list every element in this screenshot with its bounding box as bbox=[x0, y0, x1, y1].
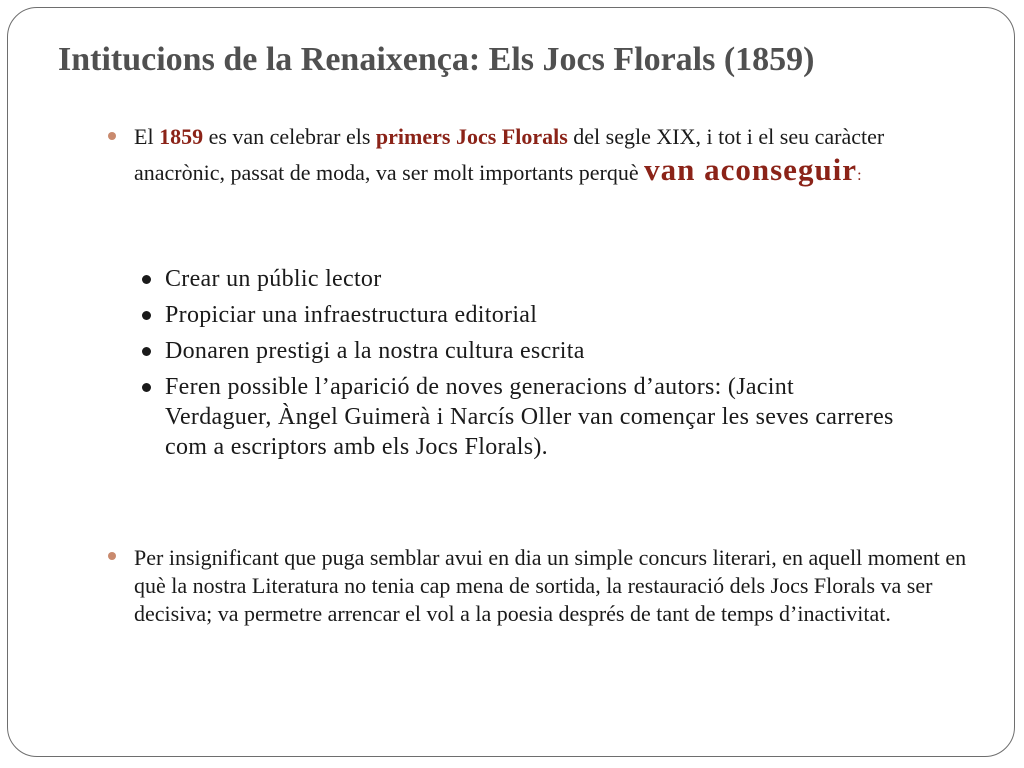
achievements-list bbox=[138, 264, 898, 468]
achievement-item bbox=[138, 336, 898, 366]
intro-text-1: El bbox=[134, 124, 160, 149]
slide-title: Intitucions de la Renaixença: Els Jocs Florals (1859) bbox=[58, 41, 815, 78]
intro-year: 1859 bbox=[159, 124, 204, 149]
achievement-item bbox=[138, 300, 898, 330]
achievement-text: Feren possible l’aparició de noves generacions d’autors: (Jacint Verdaguer, Àngel Guimerà i Narcís Oller van començar les seves carreres com a escriptors amb els Jocs Florals). bbox=[165, 374, 894, 460]
intro-highlight-jocs-florals: primers Jocs Florals bbox=[375, 124, 568, 149]
achievement-text: Propiciar una infraestructura editorial bbox=[165, 302, 538, 328]
bullet-dot-icon bbox=[142, 347, 151, 356]
intro-text-3: del segle XIX, i tot i el seu caràcter anacrònic, passat de moda, va ser molt importants perquè bbox=[134, 124, 885, 185]
achievement-item bbox=[138, 372, 898, 462]
bullet-dot-icon bbox=[142, 383, 151, 392]
bullet-dot-icon bbox=[108, 552, 116, 560]
intro-paragraph bbox=[134, 120, 934, 192]
slide-frame bbox=[7, 7, 1015, 757]
closing-paragraph: Per insignificant que puga semblar avui en dia un simple concurs literari, en aquell moment en què la nostra Literatura no tenia cap mena de sortida, la restauració dels Jocs Florals va ser decisiva; va permetre arrencar el vol a la poesia després de tant de temps d’inactivitat. bbox=[134, 545, 967, 626]
achievement-text: Crear un públic lector bbox=[165, 266, 382, 292]
intro-colon: : bbox=[857, 167, 862, 184]
intro-text-2: es van celebrar els bbox=[203, 124, 376, 149]
bullet-dot-icon bbox=[108, 132, 116, 140]
achievement-item bbox=[138, 264, 898, 294]
bullet-dot-icon bbox=[142, 311, 151, 320]
bullet-dot-icon bbox=[142, 275, 151, 284]
achievement-text: Donaren prestigi a la nostra cultura escrita bbox=[165, 338, 585, 364]
intro-highlight-van-aconseguir: van aconseguir bbox=[644, 152, 858, 187]
